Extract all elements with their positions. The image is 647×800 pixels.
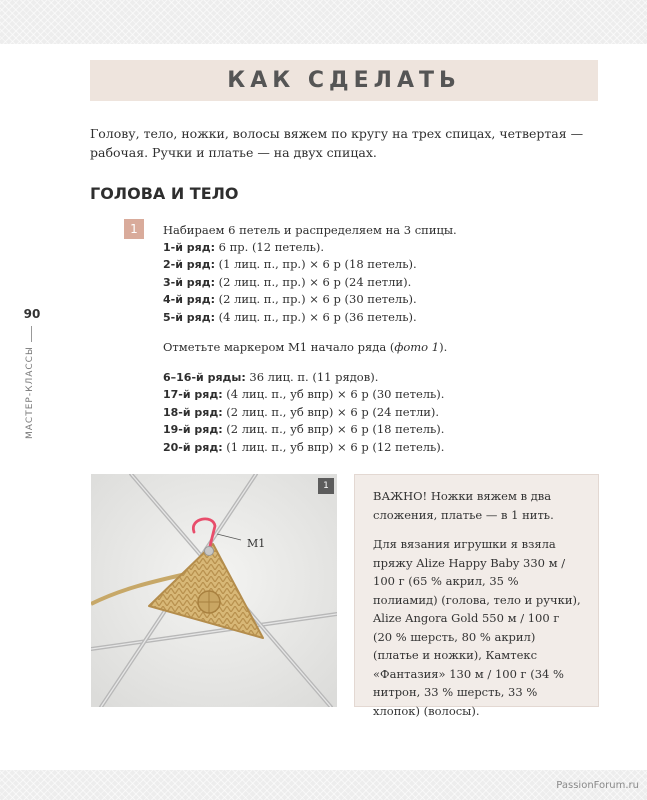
- row-instruction: [163, 239, 583, 257]
- row-label: 18-й ряд:: [163, 405, 223, 419]
- knitting-photo-illustration: [91, 474, 337, 707]
- bottom-pattern-stripe: [0, 770, 647, 800]
- top-pattern-stripe: [0, 0, 647, 44]
- photo-number-badge: 1: [318, 478, 334, 494]
- intro-paragraph: Голову, тело, ножки, волосы вяжем по кругу на трех спицах, четвертая — рабочая. Ручки и платье — на двух спицах.: [90, 126, 584, 160]
- row-text: (1 лиц. п., уб впр) × 6 р (12 петель).: [226, 439, 445, 454]
- row-text: (2 лиц. п., уб впр) × 6 р (18 петель).: [226, 422, 445, 436]
- step-instructions: [163, 222, 583, 456]
- row-instruction: [163, 369, 583, 387]
- watermark: PassionForum.ru: [556, 780, 639, 791]
- row-instruction: [163, 274, 583, 292]
- important-note: ВАЖНО! Ножки вяжем в два сложения, платье — в 1 нить.: [373, 489, 554, 522]
- row-instruction: [163, 386, 583, 404]
- yarn-info: Для вязания игрушки я взяла пряжу Alize Happy Baby 330 м / 100 г (65 % акрил, 35 % полиамид) (голова, тело и ручки), Alize Angora Gold 550 м / 100 г (20 % шерсть, 80 % акрил) (платье и ножки), Камтекс «Фантазия» 130 м / 100 г (34 % нитрон, 33 % шерсть, 33 % хлопок) (волосы).: [373, 537, 581, 718]
- marker-label: М1: [247, 537, 266, 550]
- page-title: КАК СДЕЛАТЬ: [227, 68, 461, 93]
- step-lead: Набираем 6 петель и распределяем на 3 спицы.: [163, 223, 457, 237]
- row-text: 36 лиц. п. (11 рядов).: [249, 369, 379, 384]
- row-text: 6 пр. (12 петель).: [218, 239, 325, 254]
- row-label: 4-й ряд:: [163, 293, 215, 306]
- row-text: (2 лиц. п., пр.) × 6 р (30 петель).: [218, 292, 417, 306]
- row-label: 17-й ряд:: [163, 388, 223, 401]
- row-label: 5-й ряд:: [163, 310, 215, 324]
- side-divider: [31, 326, 32, 342]
- section-heading: ГОЛОВА И ТЕЛО: [90, 184, 239, 203]
- row-instruction: [163, 309, 583, 327]
- marker-note: Отметьте маркером М1 начало ряда (фото 1).: [163, 340, 448, 354]
- row-instruction: [163, 439, 583, 457]
- knitting-photo: [91, 474, 337, 707]
- row-label: 2-й ряд:: [163, 258, 215, 271]
- row-text: (4 лиц. п., пр.) × 6 р (36 петель).: [218, 309, 417, 324]
- row-label: 20-й ряд:: [163, 440, 223, 454]
- row-instruction: [163, 256, 583, 274]
- row-label: 1-й ряд:: [163, 240, 215, 254]
- row-label: 3-й ряд:: [163, 275, 215, 289]
- important-note-box: [354, 474, 599, 718]
- row-instruction: [163, 421, 583, 439]
- row-text: (2 лиц. п., уб впр) × 6 р (24 петли).: [226, 404, 440, 419]
- row-instruction: [163, 404, 583, 422]
- title-bar: [90, 60, 598, 101]
- row-text: (2 лиц. п., пр.) × 6 р (24 петли).: [218, 274, 412, 289]
- step-number-badge: 1: [124, 219, 144, 239]
- page-number: 90: [23, 307, 41, 321]
- row-text: (1 лиц. п., пр.) × 6 р (18 петель).: [218, 257, 417, 271]
- row-label: 6–16-й ряды:: [163, 370, 246, 384]
- row-text: (4 лиц. п., уб впр) × 6 р (30 петель).: [226, 387, 445, 401]
- row-label: 19-й ряд:: [163, 423, 223, 436]
- row-instruction: [163, 291, 583, 309]
- section-side-label: МАСТЕР-КЛАССЫ: [25, 346, 35, 439]
